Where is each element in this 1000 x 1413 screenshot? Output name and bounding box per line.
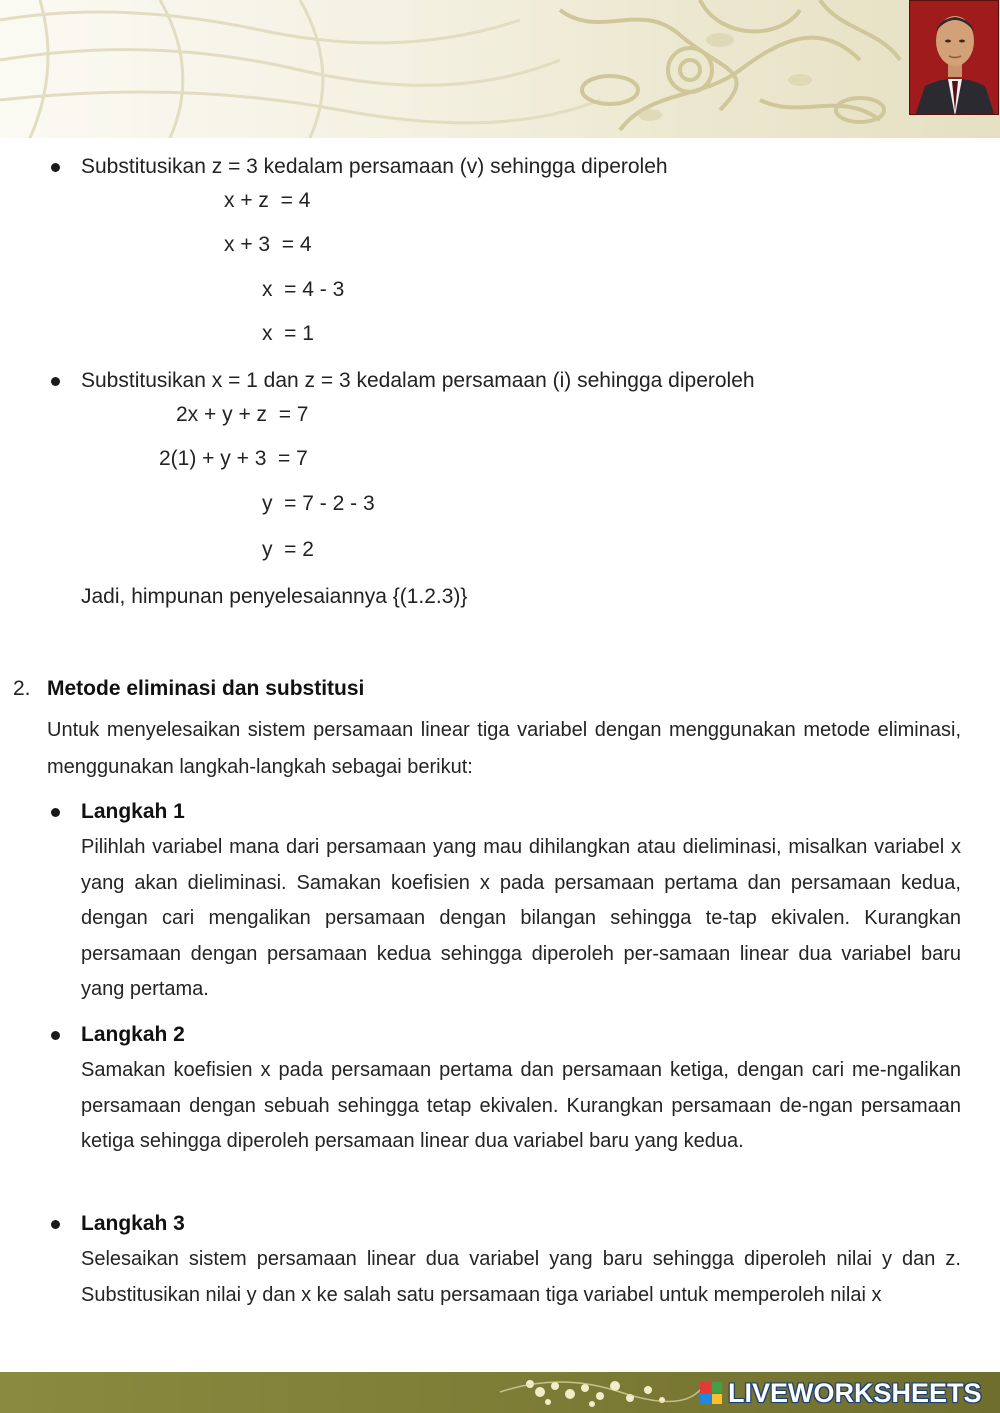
equation-line: x = 1 (262, 322, 314, 345)
section-intro: Untuk menyelesaikan sistem persamaan linear tiga variabel dengan menggunakan metode eliminasi, menggunakan langkah-langkah sebagai berikut: (47, 719, 961, 778)
brand-logo[interactable] (700, 1378, 982, 1408)
bullet-text: Substitusikan z = 3 kedalam persamaan (v) sehingga diperoleh (81, 155, 668, 178)
bullet-icon (51, 808, 60, 817)
equation-line: x + 3 = 4 (224, 233, 312, 256)
step-text: Pilihlah variabel mana dari persamaan yang mau dihilangkan atau dieliminasi, misalkan variabel x yang akan dieliminasi. Samakan koefisien x pada persamaan pertama dan persamaan kedua, dengan cari mengalikan persamaan dengan bilangan sehingga te-tap ekivalen. Kurangkan persamaan dengan persamaan kedua sehingga diperoleh per-samaan linear dua variabel baru yang pertama. (81, 836, 961, 1000)
bullet-text: Substitusikan x = 1 dan z = 3 kedalam persamaan (i) sehingga diperoleh (81, 369, 755, 392)
section-number: 2. (13, 677, 31, 700)
floral-pattern (0, 0, 1000, 138)
bullet-icon (51, 1220, 60, 1229)
brand-name: LIVEWORKSHEETS (728, 1377, 982, 1408)
header-decoration (0, 0, 1000, 138)
equation-line: y = 2 (262, 538, 314, 561)
bullet-icon (51, 1031, 60, 1040)
author-photo (909, 0, 999, 115)
section-title: Metode eliminasi dan substitusi (47, 677, 365, 700)
bullet-icon (51, 377, 60, 386)
bullet-icon (51, 163, 60, 172)
liveworksheets-icon (700, 1382, 722, 1404)
equation-line: x = 4 - 3 (262, 278, 345, 301)
portrait-image (910, 1, 999, 115)
equation-line: 2x + y + z = 7 (176, 403, 309, 426)
step-title: Langkah 1 (81, 800, 185, 823)
equation-line: y = 7 - 2 - 3 (262, 492, 375, 515)
equation-line: 2(1) + y + 3 = 7 (159, 447, 308, 470)
step-title: Langkah 2 (81, 1023, 185, 1046)
equation-line: x + z = 4 (224, 189, 311, 212)
step-title: Langkah 3 (81, 1212, 185, 1235)
conclusion-text: Jadi, himpunan penyelesaiannya {(1.2.3)} (81, 585, 468, 608)
step-text: Selesaikan sistem persamaan linear dua variabel yang baru sehingga diperoleh nilai y dan z. Substitusikan nilai y dan x ke salah satu persamaan tiga variabel untuk memperoleh nilai x (81, 1248, 961, 1306)
step-text: Samakan koefisien x pada persamaan pertama dan persamaan ketiga, dengan cari me-ngalikan persamaan dengan sebuah sehingga tetap ekivalen. Kurangkan persamaan de-ngan persamaan ketiga sehingga diperoleh persamaan linear dua variabel baru yang kedua. (81, 1059, 961, 1152)
